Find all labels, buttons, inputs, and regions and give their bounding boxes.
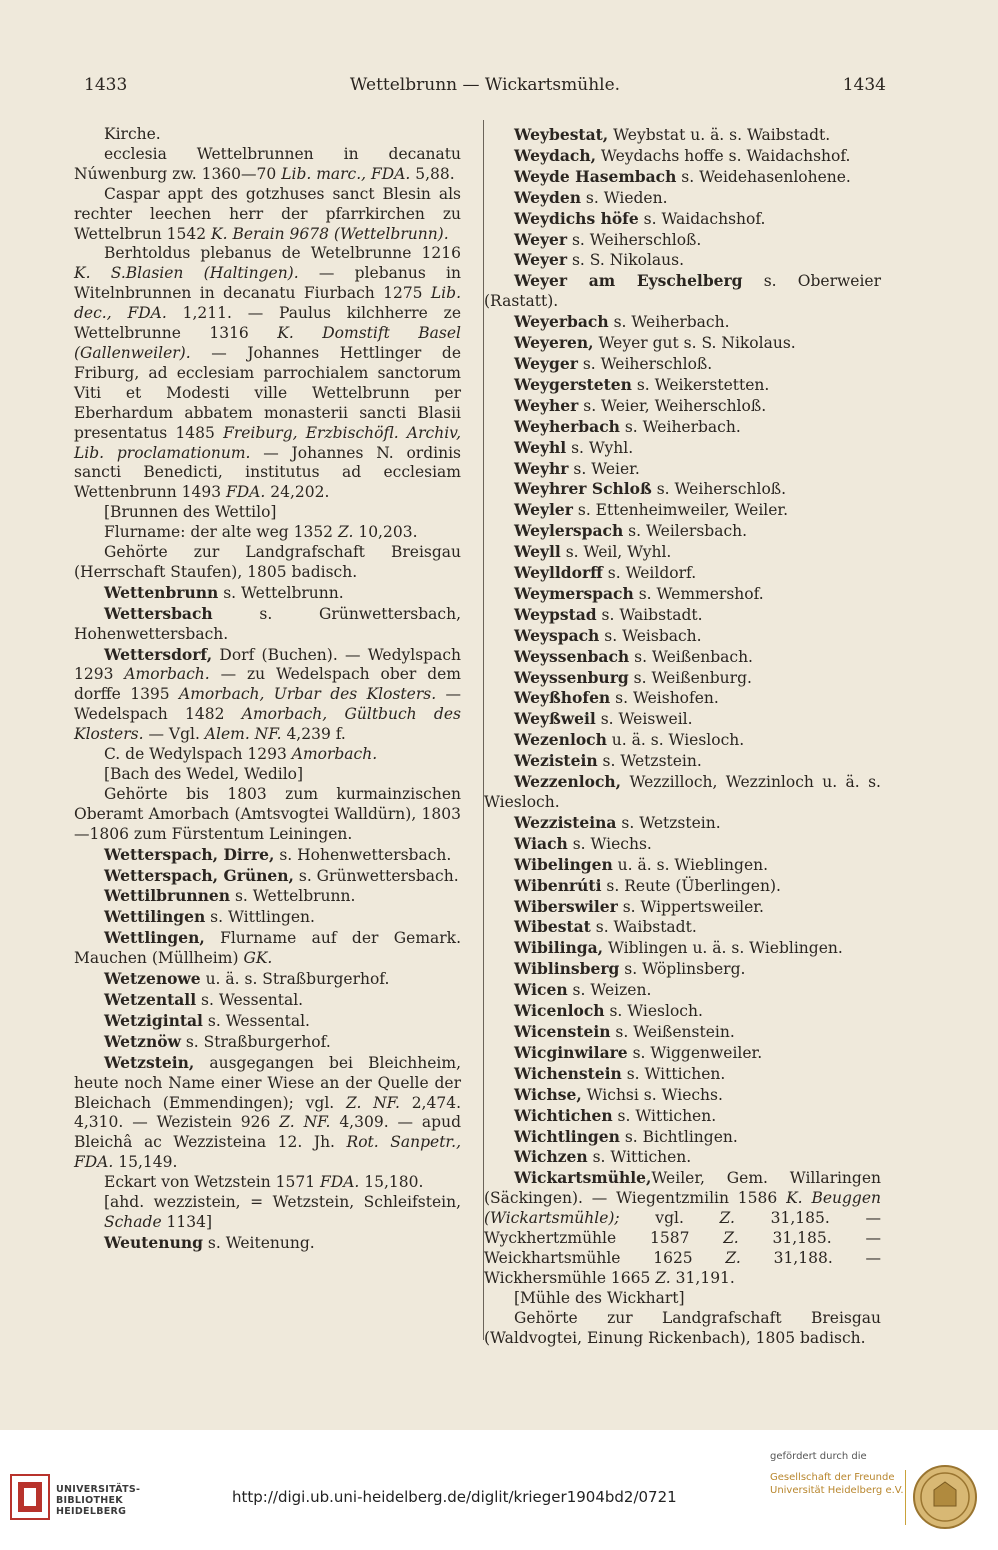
entry: Wettenbrunn s. Wettelbrunn.	[104, 582, 344, 602]
entry: Wiblinsberg s. Wöplinsberg.	[514, 959, 746, 979]
entry: Wicenstein s. Weißenstein.	[514, 1021, 735, 1041]
library-name: UNIVERSITÄTS- BIBLIOTHEK HEIDELBERG	[56, 1484, 141, 1517]
entry: Weyeren, Weyer gut s. S. Nikolaus.	[514, 333, 796, 353]
entry: Wichzen s. Wittichen.	[514, 1147, 692, 1167]
bracket-note: [Brunnen des Wettilo]	[104, 503, 277, 522]
bracket-note: [Bach des Wedel, Wedilo]	[104, 765, 304, 783]
entry: Wettersdorf, Dorf (Buchen). — Wedylspach 1293 Amorbach. — zu Wedelspach ober dem dorffe 1395 Amorbach, Urbar des Klosters. — Wedelspach 1482 Amorbach, Gültbuch des Klosters. — Vgl. Alem. NF. 4,239 f.	[74, 644, 462, 744]
entry: Weyer am Eyschelberg s. Oberweier (Rastatt).	[484, 271, 881, 311]
entry: Weyll s. Weil, Wyhl.	[514, 542, 672, 562]
entry: Wezistein s. Wetzstein.	[514, 751, 702, 771]
entry: Wicen s. Weizen.	[514, 980, 652, 1000]
paragraph: Berhtoldus plebanus de Wetelbrunne 1216 K. S.Blasien (Haltingen). — plebanus in Witelnbrunnen in decanatu Fiurbach 1275 Lib. dec., FDA. 1,211. — Paulus kilchherre ze Wettelbrunne 1316 K. Domstift Basel (Gallenweiler). — Johannes Hettlinger de Friburg, ad ecclesiam parrochialem sanctorum Viti et Modesti ville Wettelbrunn per Eberhardum abbatem monasterii sancti Blasii presentatus 1485 Freiburg, Erzbischöfl. Archiv, Lib. proclamationum. — Johannes N. ordinis sancti Benedicti, institutus ad ecclesiam Wettenbrunn 1493 FDA. 24,202.	[74, 244, 462, 502]
entry: Wettlingen, Flurname auf der Gemark. Mauchen (Müllheim) GK.	[74, 928, 461, 968]
entry: Wicenloch s. Wiesloch.	[514, 1001, 703, 1021]
entry: Wibestat s. Waibstadt.	[514, 917, 697, 937]
entry: Weyherbach s. Weiherbach.	[514, 416, 741, 436]
entry: Wezzenloch, Wezzilloch, Wezzinloch u. ä. s. Wiesloch.	[484, 772, 881, 811]
entry: Weyger s. Weiherschloß.	[514, 353, 713, 373]
entry: Weylerspach s. Weilersbach.	[514, 521, 748, 541]
paragraph: C. de Wedylspach 1293 Amorbach.	[104, 745, 378, 764]
entry: Weyspach s. Weisbach.	[514, 625, 702, 645]
entry: Wetterspach, Grünen, s. Grünwettersbach.	[104, 865, 459, 885]
entry: Wetzenowe u. ä. s. Straßburgerhof.	[104, 969, 390, 989]
footer-divider	[905, 1470, 906, 1525]
entry: Wettersbach s. Grünwettersbach, Hohenwettersbach.	[74, 603, 461, 643]
entry: Wibilinga, Wiblingen u. ä. s. Wieblingen.	[514, 938, 843, 958]
entry: Weydach, Weydachs hoffe s. Waidachshof.	[514, 145, 851, 165]
entry: Wetzstein, ausgegangen bei Bleichheim, heute noch Name einer Wiese an der Quelle der Bleichach (Emmendingen); vgl. Z. NF. 2,474. 4,310. — Wezistein 926 Z. NF. 4,309. — apud Bleichâ ac Wezzisteina 12. Jh. Rot. Sanpetr., FDA. 15,149.	[74, 1052, 461, 1172]
paragraph: Gehörte zur Landgrafschaft Breisgau (Waldvogtei, Einung Rickenbach), 1805 badisch.	[484, 1308, 881, 1347]
entry: Weyler s. Ettenheimweiler, Weiler.	[514, 500, 789, 520]
university-library-logo-icon	[10, 1474, 50, 1520]
entry: Wiach s. Wiechs.	[514, 833, 652, 853]
entry: Wiberswiler s. Wippertsweiler.	[514, 896, 764, 916]
page-header	[84, 75, 886, 105]
paragraph: Flurname: der alte weg 1352 Z. 10,203.	[104, 523, 418, 542]
paragraph: Kirche.	[104, 125, 161, 143]
bracket-note: [Mühle des Wickhart]	[514, 1288, 685, 1307]
entry: Wezenloch u. ä. s. Wiesloch.	[514, 730, 745, 750]
entry: Weyde Hasembach s. Weidehasenlohene.	[514, 166, 851, 186]
entry: Wichse, Wichsi s. Wiechs.	[514, 1084, 723, 1104]
entry: Wibelingen u. ä. s. Wieblingen.	[514, 854, 769, 874]
bracket-note: [ahd. wezzistein, = Wetzstein, Schleifstein, Schade 1134]	[104, 1193, 461, 1231]
entry: Wichenstein s. Wittichen.	[514, 1063, 726, 1083]
paragraph: Gehörte zur Landgrafschaft Breisgau (Herrschaft Staufen), 1805 badisch.	[74, 543, 461, 581]
entry: Wickartsmühle,Weiler, Gem. Willaringen (Säckingen). — Wiegentzmilin 1586 K. Beuggen (Wickartsmühle); vgl. Z. 31,185. — Wyckhertzmühle 1587 Z. 31,185. — Weickhartsmühle 1625 Z. 31,188. — Wickhersmühle 1665 Z. 31,191.	[484, 1168, 881, 1287]
permalink-url[interactable]: http://digi.ub.uni-heidelberg.de/diglit/krieger1904bd2/0721	[232, 1488, 677, 1506]
entry: Wibenrúti s. Reute (Überlingen).	[514, 875, 781, 895]
entry: Weypstad s. Waibstadt.	[514, 604, 703, 624]
footer-bar	[0, 1430, 998, 1550]
entry: Wichtichen s. Wittichen.	[514, 1105, 717, 1125]
entry: Wetzigintal s. Wessental.	[104, 1010, 310, 1030]
entry: Wezzisteina s. Wetzstein.	[514, 812, 721, 832]
entry: Weyssenburg s. Weißenburg.	[514, 667, 752, 687]
entry: Weyßhofen s. Weishofen.	[514, 688, 719, 708]
entry: Weymerspach s. Wemmershof.	[514, 583, 764, 603]
entry: Weyher s. Weier, Weiherschloß.	[514, 395, 767, 415]
entry: Weutenung s. Weitenung.	[104, 1232, 315, 1252]
entry: Wettilingen s. Wittlingen.	[104, 907, 315, 927]
entry: Wetzentall s. Wessental.	[104, 989, 304, 1009]
entry: Weyden s. Wieden.	[514, 187, 668, 207]
page-number-left: 1433	[84, 75, 128, 95]
right-column	[484, 125, 881, 1348]
paragraph: Gehörte bis 1803 zum kurmainzischen Oberamt Amorbach (Amtsvogtei Walldürn), 1803—1806 zum Fürstentum Leiningen.	[74, 784, 461, 843]
entry: Weylldorff s. Weildorf.	[514, 563, 697, 583]
entry: Wetznöw s. Straßburgerhof.	[104, 1031, 331, 1051]
entry: Weybestat, Weybstat u. ä. s. Waibstadt.	[514, 125, 831, 144]
entry: Weyhr s. Weier.	[514, 458, 640, 478]
page-number-right: 1434	[842, 75, 886, 95]
right-entry-list	[484, 125, 881, 1168]
entry: Wicginwilare s. Wiggenweiler.	[514, 1042, 763, 1062]
entry: Weyssenbach s. Weißenbach.	[514, 646, 753, 666]
paragraph: ecclesia Wettelbrunnen in decanatu Núwenburg zw. 1360—70 Lib. marc., FDA. 5,88.	[74, 144, 461, 183]
entry: Weydichs höfe s. Waidachshof.	[514, 208, 766, 228]
entry: Weygersteten s. Weikerstetten.	[514, 374, 770, 394]
entry: Weyerbach s. Weiherbach.	[514, 312, 730, 332]
entry: Weyer s. Weiherschloß.	[514, 229, 702, 249]
paragraph: Caspar appt des gotzhuses sanct Blesin als rechter leechen herr der pfarrkirchen zu Wettelbrun 1542 K. Berain 9678 (Wettelbrunn).	[74, 184, 461, 243]
entry: Wetterspach, Dirre, s. Hohenwettersbach.	[104, 844, 452, 864]
entry: Weyhrer Schloß s. Weiherschloß.	[514, 479, 787, 499]
sponsor-text: gefördert durch die Gesellschaft der Freunde Universität Heidelberg e.V.	[770, 1451, 904, 1496]
university-seal-icon	[912, 1464, 978, 1530]
running-title: Wettelbrunn — Wickartsmühle.	[349, 75, 621, 95]
entry: Wettilbrunnen s. Wettelbrunn.	[104, 886, 356, 906]
entry: Weyhl s. Wyhl.	[514, 437, 634, 457]
paragraph: Eckart von Wetzstein 1571 FDA. 15,180.	[104, 1173, 424, 1192]
entry: Wichtlingen s. Bichtlingen.	[514, 1126, 738, 1146]
left-column	[74, 125, 461, 1254]
entry: Weyer s. S. Nikolaus.	[514, 250, 685, 270]
entry: Weyßweil s. Weisweil.	[514, 709, 693, 729]
